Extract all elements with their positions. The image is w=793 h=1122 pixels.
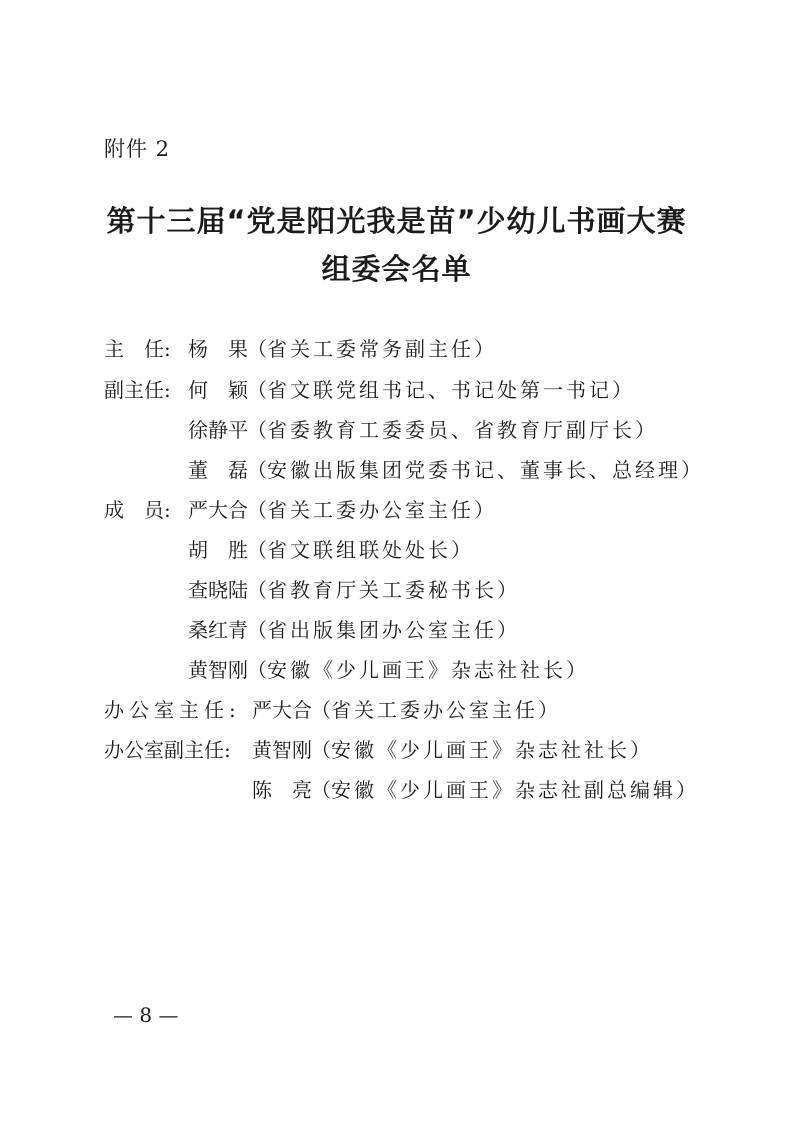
page-number: — 8 — [113, 1003, 179, 1027]
member-title: 安徽《少儿画王》杂志社社长 [267, 658, 566, 682]
document-title-line-2: 组委会名单 [321, 252, 472, 286]
committee-row-member: 查晓陆（省教育厅关工委秘书长） [188, 578, 517, 602]
role-label-office-deputy: 办公室副主任: [104, 738, 231, 762]
document-title-line-1: 第十三届“党是阳光我是苗”少幼儿书画大赛 [106, 204, 687, 238]
member-name: 黄智刚 [252, 738, 312, 762]
member-name: 严大合 [252, 698, 312, 722]
committee-row-vice-chair: 徐静平（省委教育工委委员、省教育厅副厅长） [188, 418, 655, 442]
role-label-vice-chair: 副主任: [104, 378, 171, 402]
role-label-chair: 主 任: [104, 337, 171, 361]
member-name: 徐静平 [188, 418, 248, 442]
member-title: 省关工委办公室主任 [331, 698, 538, 722]
member-title: 省委教育工委委员、省教育厅副厅长 [267, 418, 635, 442]
committee-row-member: 胡 胜（省文联组联处处长） [188, 538, 471, 562]
member-title: 省文联党组书记、书记处第一书记 [267, 378, 612, 402]
member-title: 省文联组联处处长 [267, 538, 451, 562]
member-name: 查晓陆 [188, 578, 248, 602]
member-title: 省关工委常务副主任 [267, 337, 474, 361]
role-label-office-director: 办公室主任: [104, 698, 241, 722]
member-name: 胡 胜 [188, 538, 248, 562]
member-title: 安徽《少儿画王》杂志社社长 [331, 738, 630, 762]
member-name: 陈 亮 [252, 778, 312, 802]
member-name: 黄智刚 [188, 658, 248, 682]
member-title: 省出版集团办公室主任 [267, 618, 497, 642]
member-name: 杨 果 [188, 337, 248, 361]
committee-row-member: 桑红青（省出版集团办公室主任） [188, 618, 517, 642]
member-name: 董 磊 [188, 458, 248, 482]
committee-row-vice-chair: 董 磊（安徽出版集团党委书记、董事长、总经理） [188, 458, 701, 482]
member-name: 何 颖 [188, 378, 248, 402]
member-title: 安徽《少儿画王》杂志社副总编辑 [331, 778, 676, 802]
member-name: 严大合 [188, 498, 248, 522]
member-title: 省关工委办公室主任 [267, 498, 474, 522]
attachment-label: 附件 2 [104, 137, 171, 161]
committee-row-office-deputy: 陈 亮（安徽《少儿画王》杂志社副总编辑） [252, 778, 696, 802]
member-name: 桑红青 [188, 618, 248, 642]
role-label-member: 成 员: [104, 498, 171, 522]
member-title: 省教育厅关工委秘书长 [267, 578, 497, 602]
committee-row-member: 黄智刚（安徽《少儿画王》杂志社社长） [188, 658, 586, 682]
member-title: 安徽出版集团党委书记、董事长、总经理 [267, 458, 681, 482]
